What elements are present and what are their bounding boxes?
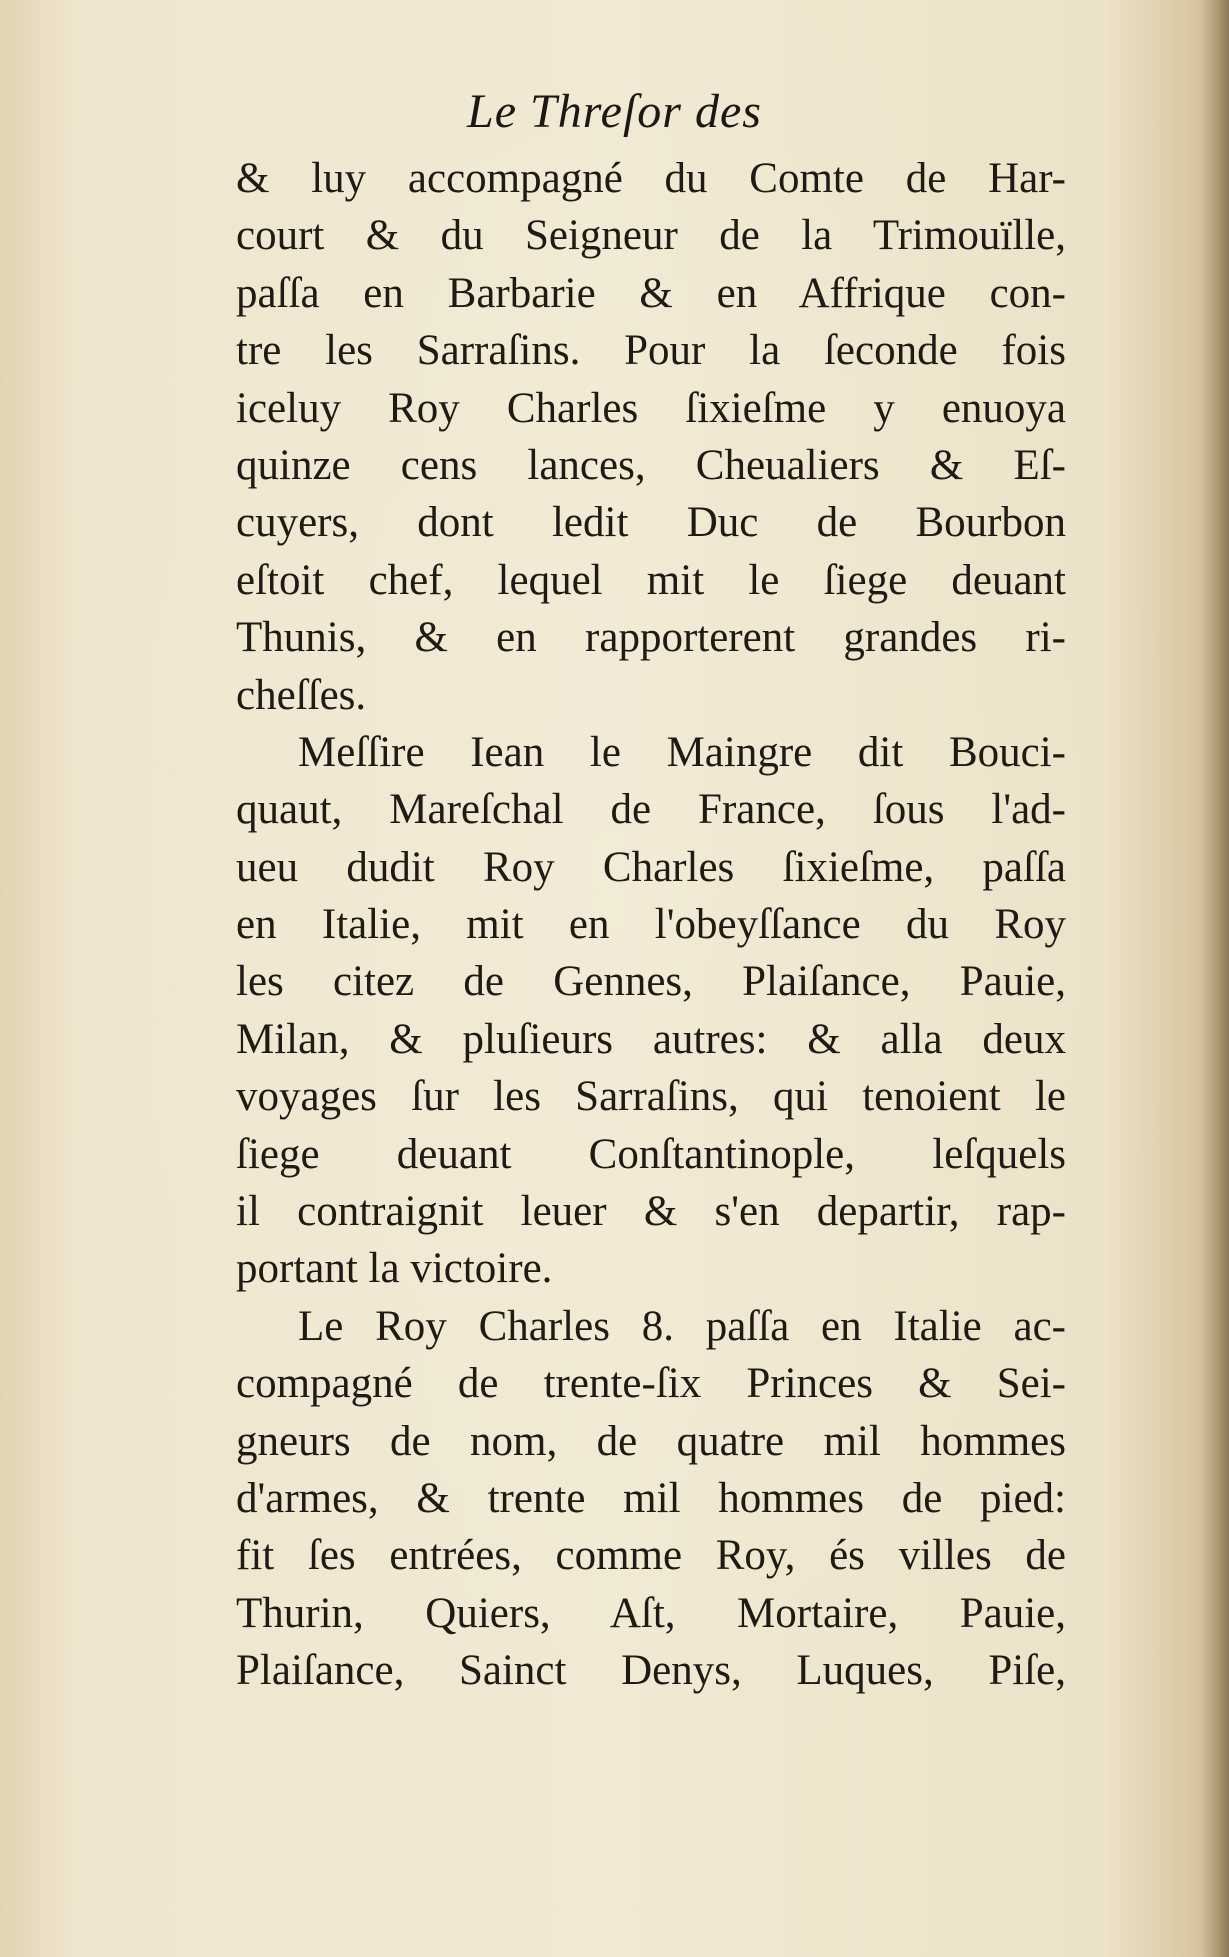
text-line: d'armes, & trente mil hommes de pied: [236, 1474, 1066, 1522]
text-line: ueu dudit Roy Charles ſixieſme, paſſa [236, 843, 1066, 891]
text-line: quinze cens lances, Cheualiers & Eſ- [236, 441, 1066, 489]
text-line: iceluy Roy Charles ſixieſme y enuoya [236, 384, 1066, 432]
text-line: en Italie, mit en l'obeyſſance du Roy [236, 901, 1066, 949]
text-line: Thurin, Quiers, Aſt, Mortaire, Pauie, [236, 1589, 1066, 1637]
text-line: court & du Seigneur de la Trimouïlle, [236, 212, 1066, 260]
text-line: il contraignit leuer & s'en departir, rap- [236, 1188, 1066, 1236]
text-line: cheſſes. [236, 671, 367, 719]
text-line: Le Roy Charles 8. paſſa en Italie ac- [298, 1302, 1066, 1350]
text-line: Thunis, & en rapporterent grandes ri- [236, 614, 1066, 662]
text-line: tre les Sarraſins. Pour la ſeconde fois [236, 327, 1066, 375]
text-line: compagné de trente-ſix Princes & Sei- [236, 1360, 1066, 1408]
text-line: gneurs de nom, de quatre mil hommes [236, 1417, 1066, 1465]
text-line: Meſſire Iean le Maingre dit Bouci- [298, 728, 1066, 776]
text-line: Plaiſance, Sainct Denys, Luques, Piſe, [236, 1647, 1066, 1695]
text-line: quaut, Mareſchal de France, ſous l'ad- [236, 786, 1066, 834]
text-line: portant la victoire. [236, 1245, 553, 1293]
running-head: Le Threſor des [467, 85, 762, 138]
text-line: voyages ſur les Sarraſins, qui tenoient le [236, 1073, 1066, 1121]
text-line: cuyers, dont ledit Duc de Bourbon [236, 499, 1066, 547]
text-line: les citez de Gennes, Plaiſance, Pauie, [236, 958, 1066, 1006]
text-line: paſſa en Barbarie & en Affrique con- [236, 269, 1066, 317]
text-line: Milan, & pluſieurs autres: & alla deux [236, 1015, 1066, 1063]
text-line: fit ſes entrées, comme Roy, és villes de [236, 1532, 1066, 1580]
body-text [236, 150, 1066, 1700]
text-line: eſtoit chef, lequel mit le ſiege deuant [236, 556, 1066, 604]
text-line: & luy accompagné du Comte de Har- [236, 155, 1066, 202]
text-line: ſiege deuant Conſtantinople, leſquels [236, 1130, 1066, 1178]
